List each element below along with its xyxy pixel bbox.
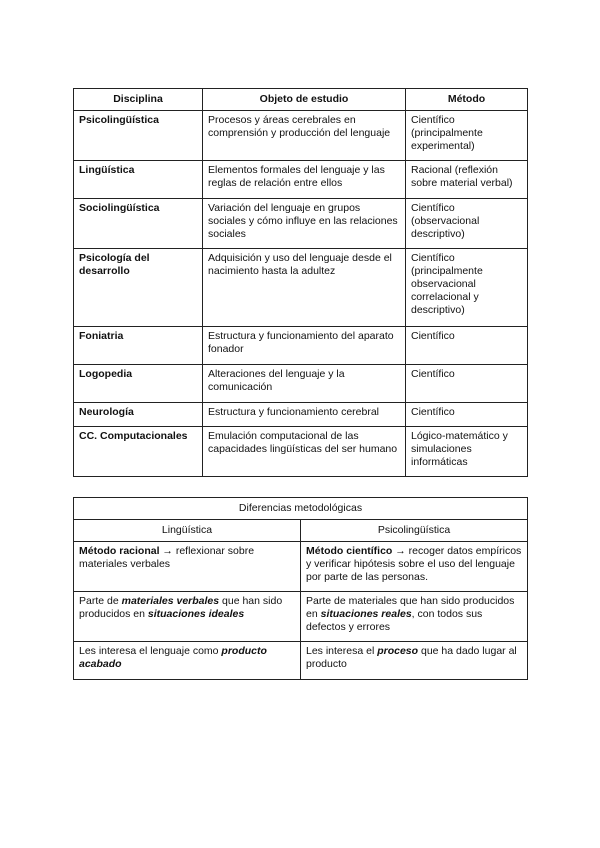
cell-text: , con todos sus defectos y errores — [306, 608, 483, 633]
objeto-cell: Alteraciones del lenguaje y la comunicación — [203, 365, 406, 403]
cell-text: → reflexionar sobre materiales verbales — [79, 545, 255, 570]
methodological-differences-table — [73, 497, 528, 680]
emphasis-text: producto acabado — [79, 645, 267, 670]
cell-text: que ha dado lugar al producto — [306, 645, 517, 670]
table-row — [74, 249, 528, 327]
header-linguistica: Lingüística — [74, 520, 301, 542]
metodo-cell: Científico — [406, 365, 528, 403]
metodo-cell: Científico — [406, 327, 528, 365]
table-row — [74, 327, 528, 365]
header-metodo: Método — [406, 89, 528, 111]
objeto-cell: Procesos y áreas cerebrales en comprensión y producción del lenguaje — [203, 111, 406, 161]
header-disciplina: Disciplina — [74, 89, 203, 111]
emphasis-text: proceso — [377, 645, 419, 657]
metodo-cell: Científico — [406, 403, 528, 427]
disciplina-cell: Psicolingüística — [74, 111, 203, 161]
cell-text: Les interesa el — [306, 645, 378, 657]
bold-text: Método científico — [306, 545, 393, 557]
metodo-cell: Científico (observacional descriptivo) — [406, 199, 528, 249]
psicolinguistica-cell — [301, 592, 528, 642]
linguistica-cell — [74, 592, 301, 642]
linguistica-cell — [74, 542, 301, 592]
table-title-row — [74, 498, 528, 520]
disciplina-cell: CC. Computacionales — [74, 427, 203, 477]
disciplina-cell: Logopedia — [74, 365, 203, 403]
objeto-cell: Estructura y funcionamiento cerebral — [203, 403, 406, 427]
header-psicolinguistica: Psicolingüística — [301, 520, 528, 542]
table-row — [74, 111, 528, 161]
disciplina-cell: Sociolingüística — [74, 199, 203, 249]
table-row — [74, 427, 528, 477]
objeto-cell: Estructura y funcionamiento del aparato fonador — [203, 327, 406, 365]
table-row — [74, 199, 528, 249]
psicolinguistica-cell — [301, 542, 528, 592]
emphasis-text: situaciones reales — [320, 608, 412, 620]
linguistica-cell — [74, 642, 301, 680]
table-title: Diferencias metodológicas — [74, 498, 528, 520]
cell-text: Parte de — [79, 595, 122, 607]
cell-text: Les interesa el lenguaje como — [79, 645, 222, 657]
table-header-row — [74, 520, 528, 542]
metodo-cell: Científico (principalmente observacional correlacional y descriptivo) — [406, 249, 528, 327]
cell-text: que han sido producidos en — [79, 595, 283, 620]
psicolinguistica-cell — [301, 642, 528, 680]
cell-text: Parte de materiales que han sido producidos en — [306, 595, 515, 620]
emphasis-text: situaciones ideales — [147, 608, 245, 620]
table-row — [74, 365, 528, 403]
disciplina-cell: Psicología del desarrollo — [74, 249, 203, 327]
objeto-cell: Elementos formales del lenguaje y las reglas de relación entre ellos — [203, 161, 406, 199]
emphasis-text: materiales verbales — [121, 595, 220, 607]
metodo-cell: Racional (reflexión sobre material verbal) — [406, 161, 528, 199]
metodo-cell: Lógico-matemático y simulaciones informáticas — [406, 427, 528, 477]
table-row — [74, 542, 528, 592]
disciplina-cell: Neurología — [74, 403, 203, 427]
objeto-cell: Adquisición y uso del lenguaje desde el nacimiento hasta la adultez — [203, 249, 406, 327]
table-row — [74, 403, 528, 427]
objeto-cell: Emulación computacional de las capacidades lingüísticas del ser humano — [203, 427, 406, 477]
header-objeto: Objeto de estudio — [203, 89, 406, 111]
bold-text: Método racional — [79, 545, 160, 557]
table-row — [74, 592, 528, 642]
disciplina-cell: Foniatria — [74, 327, 203, 365]
disciplines-table — [73, 88, 528, 477]
objeto-cell: Variación del lenguaje en grupos sociales y cómo influye en las relaciones sociales — [203, 199, 406, 249]
cell-text: → recoger datos empíricos y verificar hipótesis sobre el uso del lenguaje por parte de las personas. — [306, 545, 522, 583]
table-row — [74, 161, 528, 199]
metodo-cell: Científico (principalmente experimental) — [406, 111, 528, 161]
disciplina-cell: Lingüística — [74, 161, 203, 199]
table-row — [74, 642, 528, 680]
table-header-row — [74, 89, 528, 111]
